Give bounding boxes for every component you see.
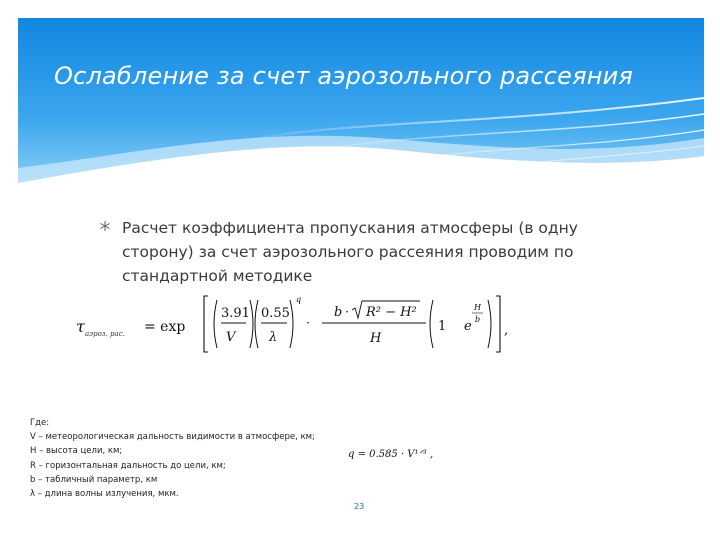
where-line-lambda: λ – длина волны излучения, мкм. [30,489,179,500]
where-heading: Где: [30,418,50,428]
formula-comma: , [504,323,509,338]
asterisk-bullet-icon [100,221,110,231]
formula-var-lambda: λ [269,330,278,345]
formula-one: 1 [438,319,447,334]
formula-cdot: · [345,305,349,319]
slide-title: Ослабление за счет аэрозольного рассеяния [54,62,634,90]
formula-exp-num: H [474,303,481,312]
formula-denominator: H [370,331,382,346]
formula-exp-q: q [296,295,302,304]
formula-e: e [464,319,472,334]
formula-var-v: V [226,330,236,345]
formula-eq-exp: = exp [144,319,186,335]
formula-exp-den: b [475,315,481,324]
formula-const-055: 0.55 [261,306,290,321]
where-legend [30,416,315,501]
where-line-v: V – метеорологическая дальность видимости в атмосфере, км; [30,432,315,443]
header-banner [18,18,704,198]
where-line-b: b – табличный параметр, км [30,474,158,485]
page-number: 23 [354,502,365,511]
header-wave-background [18,18,704,198]
where-line-h: H – высота цели, км; [30,446,123,457]
formula-const-391: 3.91 [221,306,250,321]
transmission-formula [76,292,516,356]
bullet-text: Расчет коэффициента пропускания атмосферы (в одну сторону) за счет аэрозольного рассеяния проводим по стандартной методике [122,219,578,285]
formula-dot: · [306,316,310,330]
where-line-r: R – горизонтальная дальность до цели, км; [30,460,226,471]
formula-tau-subscript: аэроз. рас. [85,330,125,338]
formula-radicand: R² − H² [366,305,417,320]
q-formula [348,442,448,464]
formula-tau: τ [76,317,85,336]
q-formula-text: q = 0.585 · V¹ᐟ³ , [348,449,434,460]
formula-coef-b: b [334,305,343,320]
